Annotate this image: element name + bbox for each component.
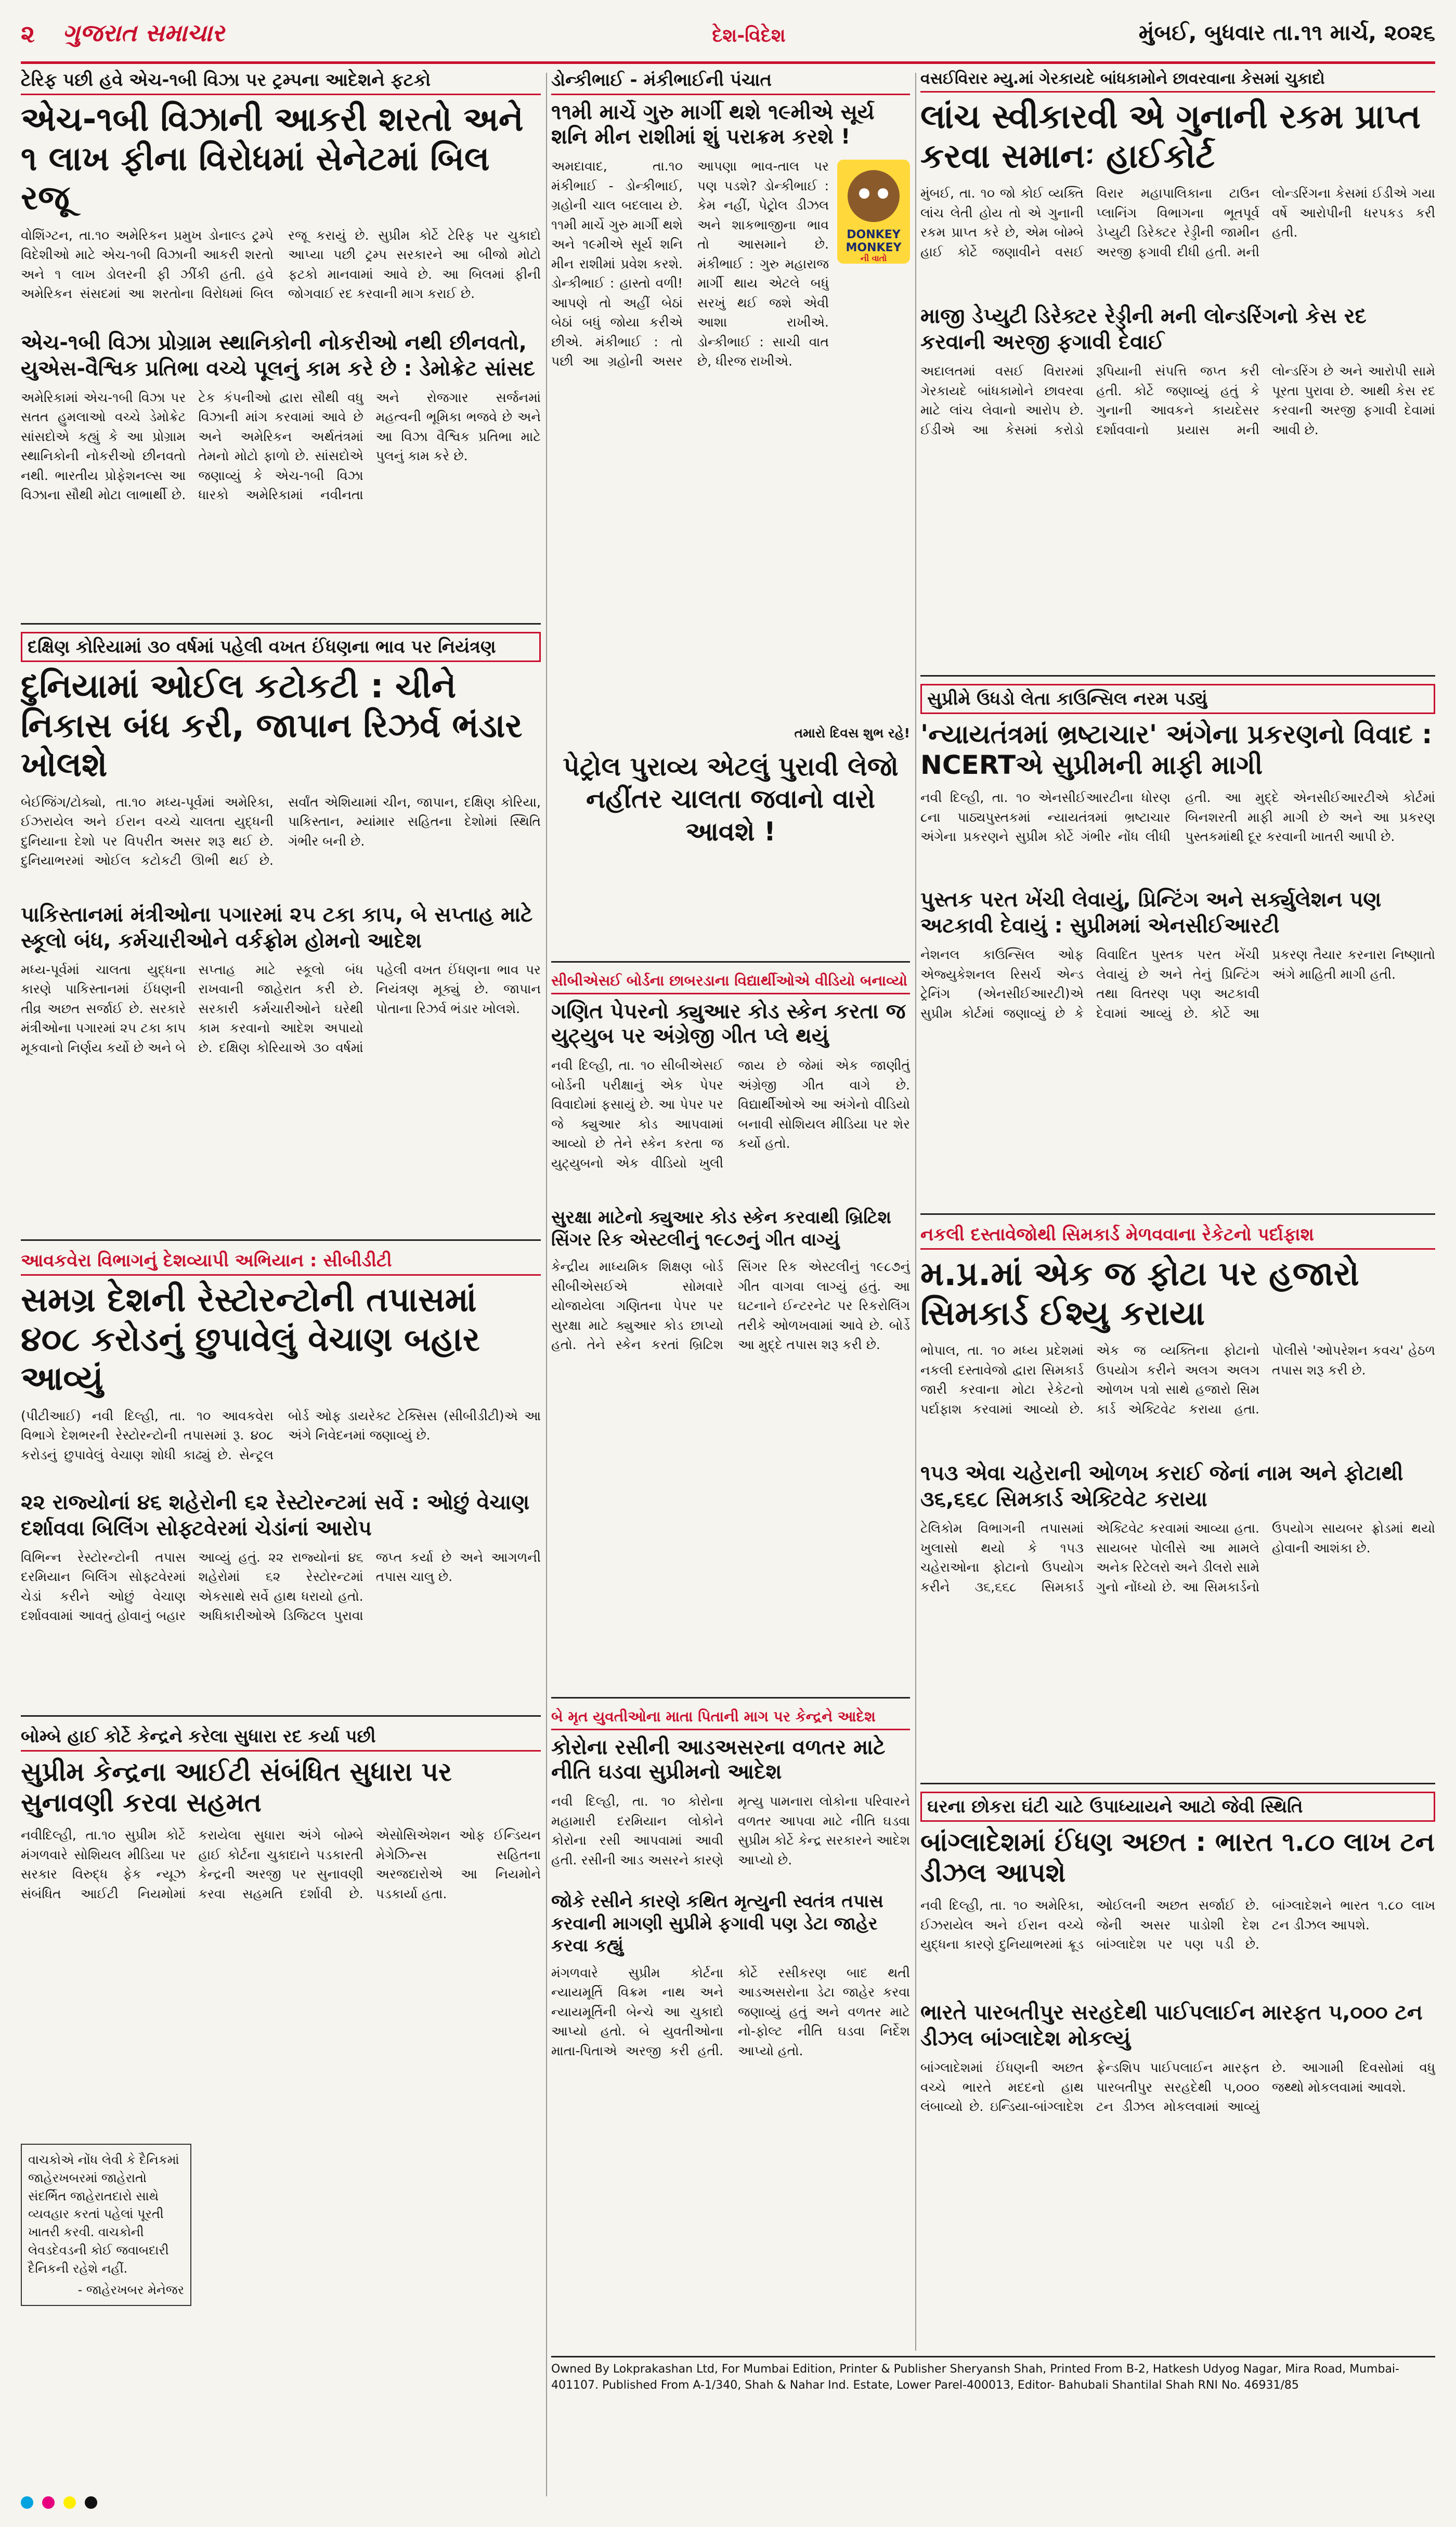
story-body: અમદાવાદ, તા.૧૦ મંકીભાઈ - ડોન્કીભાઈ, ગ્રહોની ચાલ બદલાય છે. ૧૧મી માર્ચે ગુરુ માર્ગી થશે અને ૧૯મીએ સૂર્ય શનિ મીન રાશીમાં પ્રવેશ કરશે. ડોન્કીભાઈ : હાસ્તો વળી! આપણે તો અહીં બેઠાં બેઠાં બધું જોયા કરીએ છીએ. મંકીભાઈ : તો પછી આ ગ્રહોની અસર આપણા ભાવ-તાલ પર પણ પડશે? ડોન્કીભાઈ : કેમ નહીં, પેટ્રોલ ડીઝલ અને શાકભાજીના ભાવ તો આસમાને છે. મંકીભાઈ : ગુરુ મહારાજ માર્ગી થાય એટલે બધું સરખું થઈ જશે એવી આશા રાખીએ. ડોન્કીભાઈ : સાચી વાત છે, ધીરજ રાખીએ. bbox=[551, 159, 829, 369]
story-body: મુંબઈ, તા. ૧૦ જો કોઈ વ્યક્તિ લાંચ લેતી હોય તો એ ગુનાની રકમ પ્રાપ્ત કરે છે, એમ બોમ્બે હાઈ કોર્ટે જણાવીને વસઈ વિરાર મહાપાલિકાના ટાઉન પ્લાનિંગ વિભાગના ભૂતપૂર્વ ડેપ્યુટી ડિરેક્ટર રેડ્ડીની જામીન અરજી ફગાવી દીધી હતી. મની લોન્ડરિંગના કેસમાં ઈડીએ ગયા વર્ષે આરોપીની ધરપકડ કરી હતી. bbox=[920, 186, 1435, 260]
masthead bbox=[21, 16, 1435, 64]
column-middle bbox=[551, 68, 910, 2351]
story-subhead: પુસ્તક પરત ખેંચી લેવાયું, પ્રિન્ટિંગ અને સર્ક્યુલેશન પણ અટકાવી દેવાયું : સુપ્રીમમાં એનસીઈઆરટી bbox=[920, 888, 1382, 938]
story-subhead: ૨૨ રાજ્યોનાં ૪૬ શહેરોની ૬૨ રેસ્ટોરન્ટમાં સર્વે : ઓછું વેચાણ દર્શાવવા બિલિંગ સોફ્ટવેરમાં ચેડાંનાં આરોપ bbox=[21, 1490, 530, 1540]
story-kicker: ડોન્કીભાઈ - મંકીભાઈની પંચાત bbox=[551, 68, 910, 95]
advertising-notice bbox=[21, 2144, 191, 2306]
column-left bbox=[21, 68, 541, 2327]
story-subhead: જોકે રસીને કારણે કથિત મૃત્યુની સ્વતંત્ર તપાસ કરવાની માગણી સુપ્રીમે ફગાવી પણ ડેટા જાહેર કરવા કહ્યું bbox=[551, 1891, 883, 1956]
story-body: નવી દિલ્હી, તા. ૧૦ એનસીઈઆરટીના ધોરણ ૮ના પાઠ્યપુસ્તકમાં ન્યાયતંત્રમાં ભ્રષ્ટાચાર અંગેના પ્રકરણને સુપ્રીમ કોર્ટે ગંભીર નોંધ લીધી હતી. આ મુદ્દે એનસીઈઆરટીએ કોર્ટમાં બિનશરતી માફી માગી છે અને આ પ્રકરણ પુસ્તકમાંથી દૂર કરવાની ખાતરી આપી છે. bbox=[920, 790, 1435, 844]
story-subhead: પાકિસ્તાનમાં મંત્રીઓના પગારમાં ૨૫ ટકા કાપ, બે સપ્તાહ માટે સ્કૂલો બંધ, કર્મચારીઓને વર્કફ્રોમ હોમનો આદેશ bbox=[21, 902, 533, 953]
story-oil-crisis bbox=[21, 632, 541, 1230]
story-restaurant-tax bbox=[21, 1248, 541, 1706]
story-body: વિભિન્ન રેસ્ટોરન્ટોની તપાસ દરમિયાન બિલિંગ સોફ્ટવેરમાં ચેડાં કરીને ઓછું વેચાણ દર્શાવવામાં આવતું હોવાનું બહાર આવ્યું હતું. ૨૨ રાજ્યોનાં ૪૬ શહેરોમાં ૬૨ રેસ્ટોરન્ટમાં એકસાથે સર્વે હાથ ધરાયો હતો. અધિકારીઓએ ડિજિટલ પુરાવા જપ્ત કર્યા છે અને આગળની તપાસ ચાલુ છે. bbox=[21, 1549, 541, 1624]
story-body: બેઈજિંગ/ટોક્યો, તા.૧૦ મધ્ય-પૂર્વમાં અમેરિકા, ઈઝરાયેલ અને ઈરાન વચ્ચે ચાલતા યુદ્ધની દુનિયાના દેશો પર વિપરીત અસર શરૂ થઈ છે. દુનિયાભરમાં ઓઈલ કટોકટી ઊભી થઈ છે. સર્વાંત એશિયામાં ચીન, જાપાન, દક્ષિણ કોરિયા, પાકિસ્તાન, મ્યાંમાર સહિતના દેશોમાં સ્થિતિ ગંભીર બની છે. bbox=[21, 794, 541, 869]
print-registration-marks bbox=[21, 2496, 1435, 2512]
story-simcard-racket bbox=[920, 1222, 1435, 1773]
story-separator bbox=[551, 1697, 910, 1699]
story-donkey-monkey bbox=[551, 68, 910, 952]
story-kicker: આવકવેરા વિભાગનું દેશવ્યાપી અભિયાન : સીબીડીટી bbox=[21, 1248, 541, 1276]
story-body: બાંગ્લાદેશમાં ઈંધણની અછત વચ્ચે ભારતે મદદનો હાથ લંબાવ્યો છે. ઇન્ડિયા-બાંગ્લાદેશ ફ્રેન્ડશિપ પાઈપલાઈન મારફત પારબતીપુર સરહદેથી ૫,૦૦૦ ટન ડીઝલ મોકલવામાં આવ્યું છે. આગામી દિવસોમાં વધુ જથ્થો મોકલવામાં આવશે. bbox=[920, 2060, 1435, 2114]
story-covid-vaccine bbox=[551, 1706, 910, 2351]
story-body: ટેલિકોમ વિભાગની તપાસમાં ખુલાસો થયો કે ૧૫૩ ચહેરાઓના ફોટાનો ઉપયોગ કરીને ૩૬,૬૬૮ સિમકાર્ડ એક્ટિવેટ કરવામાં આવ્યા હતા. સાયબર પોલીસે આ મામલે અનેક રિટેલરો અને ડીલરો સામે ગુનો નોંધ્યો છે. આ સિમકાર્ડનો ઉપયોગ સાયબર ફ્રોડમાં થયો હોવાની આશંકા છે. bbox=[920, 1521, 1435, 1595]
notice-text: વાચકોએ નોંધ લેવી કે દૈનિકમાં જાહેરખબરમાં જાહેરાતો સંદર્ભિત જાહેરાતદારો સાથે વ્યવહાર કરતાં પહેલાં પૂરતી ખાતરી કરવી. વાચકોની લેવડદેવડની કોઈ જવાબદારી દૈનિકની રહેશે નહીં. bbox=[28, 2153, 179, 2276]
story-subhead: સુરક્ષા માટેનો ક્યુઆર કોડ સ્કેન કરવાથી બ્રિટિશ સિંગર રિક એસ્ટલીનું ૧૯૮૭નું ગીત વાગ્યું bbox=[551, 1207, 892, 1250]
story-body: ભોપાલ, તા. ૧૦ મધ્ય પ્રદેશમાં નકલી દસ્તાવેજો દ્વારા સિમકાર્ડ જારી કરવાના મોટા રેકેટનો પર્દાફાશ કરવામાં આવ્યો છે. એક જ વ્યક્તિના ફોટાનો ઉપયોગ કરીને અલગ અલગ ઓળખ પત્રો સાથે હજારો સિમ કાર્ડ એક્ટિવેટ કરાયા હતા. પોલીસે 'ઓપરેશન કવચ' હેઠળ તપાસ શરૂ કરી છે. bbox=[920, 1343, 1435, 1417]
story-headline: સમગ્ર દેશની રેસ્ટોરન્ટોની તપાસમાં ૪૦૮ કરોડનું છુપાવેલું વેચાણ બહાર આવ્યું bbox=[21, 1281, 480, 1398]
story-cbse-qr bbox=[551, 970, 910, 1688]
notice-signature: - જાહેરખબર મેનેજર bbox=[77, 2282, 184, 2297]
registration-dot-icon bbox=[42, 2496, 55, 2509]
story-ncert-apology bbox=[920, 684, 1435, 1204]
story-kicker: સીબીએસઈ બોર્ડના છાબરડાના વિદ્યાર્થીઓએ વીડિયો બનાવ્યો bbox=[551, 970, 910, 994]
story-kicker: ટેરિફ પછી હવે એચ-૧બી વિઝા પર ટ્રમ્પના આદેશને ફટકો bbox=[21, 68, 541, 95]
story-headline: મ.પ્ર.માં એક જ ફોટા પર હજારો સિમકાર્ડ ઈશ્યુ કરાયા bbox=[920, 1255, 1359, 1333]
story-headline: ગણિત પેપરનો ક્યુઆર કોડ સ્કેન કરતા જ યુટ્યુબ પર અંગ્રેજી ગીત પ્લે થયું bbox=[551, 1000, 906, 1048]
column-right bbox=[920, 68, 1435, 2332]
story-body: નવીદિલ્હી, તા.૧૦ સુપ્રીમ કોર્ટે મંગળવારે સોશિયલ મીડિયા પર સરકાર વિરુદ્ધ ફેક ન્યૂઝ સંબંધિત આઈટી નિયમોમાં કરાયેલા સુધારા અંગે બોમ્બે હાઈ કોર્ટના ચુકાદાને પડકારતી કેન્દ્રની અરજી પર સુનાવણી કરવા સહમતિ દર્શાવી છે. એસોસિએશન ઓફ ઈન્ડિયન મેગેઝિન્સ સહિતના અરજદારોએ આ નિયમોને પડકાર્યા હતા. bbox=[21, 1828, 541, 1901]
story-body: નવી દિલ્હી, તા. ૧૦ અમેરિકા, ઈઝરાયેલ અને ઈરાન વચ્ચે યુદ્ધના કારણે દુનિયાભરમાં ક્રૂડ ઓઈલની અછત સર્જાઈ છે. જેની અસર પાડોશી દેશ બાંગ્લાદેશ પર પણ પડી છે. બાંગ્લાદેશને ભારત ૧.૮૦ લાખ ટન ડીઝલ આપશે. bbox=[920, 1898, 1435, 1952]
story-headline: ૧૧મી માર્ચે ગુરુ માર્ગી થશે ૧૯મીએ સૂર્ય શનિ મીન રાશીમાં શું પરાક્રમ કરશે ! bbox=[551, 100, 875, 149]
story-body: મધ્ય-પૂર્વમાં ચાલતા યુદ્ધના કારણે પાકિસ્તાનમાં ઈંધણની તીવ્ર અછત સર્જાઈ છે. સરકારે મંત્રીઓના પગારમાં ૨૫ ટકા કાપ મૂકવાનો નિર્ણય કર્યો છે અને બે સપ્તાહ માટે સ્કૂલો બંધ રાખવાની જાહેરાત કરી છે. સરકારી કર્મચારીઓને ઘરેથી કામ કરવાનો આદેશ અપાયો છે. દક્ષિણ કોરિયાએ ૩૦ વર્ષમાં પહેલી વખત ઈંધણના ભાવ પર નિયંત્રણ મૂક્યું છે. જાપાન પોતાના રિઝર્વ ભંડાર ખોલશે. bbox=[21, 962, 541, 1055]
issue-date: મુંબઈ, બુધવાર તા.૧૧ માર્ચ, ૨૦૨૬ bbox=[1138, 20, 1435, 45]
brand-logo: ગુજરાત સમાચાર bbox=[62, 19, 225, 47]
story-kicker: દક્ષિણ કોરિયામાં ૩૦ વર્ષમાં પહેલી વખત ઈંધણના ભાવ પર નિયંત્રણ bbox=[21, 632, 541, 662]
story-kicker: બોમ્બે હાઈ કોર્ટે કેન્દ્રને કરેલા સુધારા રદ કર્યા પછી bbox=[21, 1724, 541, 1752]
story-body: અદાલતમાં વસઈ વિરારમાં ગેરકાયદે બાંધકામોને છાવરવા માટે લાંચ લેવાનો આરોપ છે. ઈડીએ આ કેસમાં કરોડો રૂપિયાની સંપત્તિ જપ્ત કરી હતી. કોર્ટે જણાવ્યું હતું કે ગુનાની આવકને કાયદેસર દર્શાવવાનો પ્રયાસ મની લોન્ડરિંગ છે અને આરોપી સામે પૂરતા પુરાવા છે. આથી કેસ રદ કરવાની અરજી ફગાવી દેવામાં આવી છે. bbox=[920, 364, 1435, 437]
story-kicker: બે મૃત યુવતીઓના માતા પિતાની માગ પર કેન્દ્રને આદેશ bbox=[551, 1706, 910, 1730]
story-body: વોશિંગ્ટન, તા.૧૦ અમેરિકન પ્રમુખ ડોનાલ્ડ ટ્રમ્પે વિદેશીઓ માટે એચ-૧બી વિઝાની આકરી શરતો અને ૧ લાખ ડોલરની ફી ઝીંકી હતી. હવે અમેરિકન સંસદમાં આ શરતોના વિરોધમાં બિલ રજૂ કરાયું છે. સુપ્રીમ કોર્ટે ટેરિફ પર ચુકાદો આપ્યા પછી ટ્રમ્પ સરકારને આ બીજો મોટો ફટકો માનવામાં આવે છે. આ બિલમાં ફીની જોગવાઈ રદ કરવાની માગ કરાઈ છે. bbox=[21, 227, 541, 302]
story-headline: બાંગ્લાદેશમાં ઈંધણ અછત : ભારત ૧.૮૦ લાખ ટન ડીઝલ આપશે bbox=[920, 1827, 1435, 1888]
story-subhead: ૧૫૩ એવા ચહેરાની ઓળખ કરાઈ જેનાં નામ અને ફોટાથી ૩૬,૬૬૮ સિમકાર્ડ એક્ટિવેટ કરાયા bbox=[920, 1461, 1403, 1512]
story-body: નવી દિલ્હી, તા. ૧૦ સીબીએસઈ બોર્ડની પરીક્ષાનું એક પેપર વિવાદોમાં ફસાયું છે. આ પેપર પર જે ક્યુઆર કોડ આપવામાં આવ્યો છે તેને સ્કેન કરતા જ યુટ્યુબનો એક વીડિયો ખુલી જાય છે જેમાં એક જાણીતું અંગ્રેજી ગીત વાગે છે. વિદ્યાર્થીઓએ આ અંગેનો વીડિયો બનાવી સોશિયલ મીડિયા પર શેર કર્યો હતો. bbox=[551, 1058, 910, 1171]
registration-dot-icon bbox=[85, 2496, 97, 2509]
mascot-label: DONKEY MONKEY bbox=[846, 228, 902, 255]
story-bangladesh-diesel bbox=[920, 1792, 1435, 2332]
story-kicker: ઘરના છોકરા ઘંટી ચાટે ઉપાધ્યાયને આટો જેવી સ્થિતિ bbox=[920, 1792, 1435, 1822]
section-title: દેશ-વિદેશ bbox=[712, 25, 786, 46]
mascot-face-icon bbox=[848, 170, 900, 222]
page-number: ૨ bbox=[21, 20, 35, 48]
story-body: મંગળવારે સુપ્રીમ કોર્ટના ન્યાયમૂર્તિ વિક્રમ નાથ અને ન્યાયમૂર્તિની બેન્ચે આ ચુકાદો આપ્યો હતો. બે યુવતીઓના માતા-પિતાએ અરજી કરી હતી. કોર્ટે રસીકરણ બાદ થતી આડઅસરોના ડેટા જાહેર કરવા જણાવ્યું હતું અને વળતર માટે નો-ફોલ્ટ નીતિ ઘડવા નિર્દેશ આપ્યો હતો. bbox=[551, 1965, 910, 2058]
story-body: નવી દિલ્હી, તા. ૧૦ કોરોના મહામારી દરમિયાન લોકોને કોરોના રસી આપવામાં આવી હતી. રસીની આડ અસરને કારણે મૃત્યુ પામનારા લોકોના પરિવારને વળતર આપવા માટે નીતિ ઘડવા સુપ્રીમ કોર્ટે કેન્દ્ર સરકારને આદેશ આપ્યો છે. bbox=[551, 1794, 910, 1868]
imprint-line: Owned By Lokprakashan Ltd, For Mumbai Edition, Printer & Publisher Sheryansh Shah, Printed From B-2, Hatkesh Udyog Nagar, Mira Road, Mumbai-401107. Published From A-1/340, Shah & Nahar Ind. Estate, Lower Parel-400013, Editor- Bahubali Shantilal Shah RNI No. 46931/85 bbox=[551, 2356, 1435, 2394]
story-subhead: માજી ડેપ્યુટી ડિરેક્ટર રેડ્ડીની મની લોન્ડરિંગનો કેસ રદ કરવાની અરજી ફગાવી દેવાઈ bbox=[920, 304, 1367, 355]
registration-dot-icon bbox=[21, 2496, 33, 2509]
story-highlight: પેટ્રોલ પુરાવ્ય એટલું પુરાવી લેજો નહીંતર ચાલતા જવાનો વારો આવશે ! bbox=[563, 751, 899, 847]
story-separator bbox=[920, 675, 1435, 677]
story-separator bbox=[21, 623, 541, 625]
story-body: (પીટીઆઈ) નવી દિલ્હી, તા. ૧૦ આવકવેરા વિભાગે દેશભરની રેસ્ટોરન્ટોની તપાસમાં રૂ. ૪૦૮ કરોડનું છુપાવેલું વેચાણ શોધી કાઢ્યું છે. સેન્ટ્રલ બોર્ડ ઓફ ડાયરેક્ટ ટેક્સિસ (સીબીડીટી)એ આ અંગે નિવેદનમાં જણાવ્યું છે. bbox=[21, 1408, 541, 1462]
story-headline: કોરોના રસીની આડઅસરના વળતર માટે નીતિ ઘડવા સુપ્રીમનો આદેશ bbox=[551, 1735, 886, 1784]
registration-dot-icon bbox=[63, 2496, 76, 2509]
column-divider bbox=[546, 73, 547, 2496]
story-headline: એચ-૧બી વિઝાની આકરી શરતો અને ૧ લાખ ફીના વિરોધમાં સેનેટમાં બિલ રજૂ bbox=[21, 100, 524, 218]
story-body: અમેરિકામાં એચ-૧બી વિઝા પર સતત હુમલાઓ વચ્ચે ડેમોક્રેટ સાંસદોએ કહ્યું કે આ પ્રોગ્રામ સ્થાનિકોની નોકરીઓ છીનવતો નથી. ભારતીય પ્રોફેશનલ્સ આ વિઝાના સૌથી મોટા લાભાર્થી છે. ટેક કંપનીઓ દ્વારા સૌથી વધુ વિઝાની માંગ કરવામાં આવે છે અને અમેરિકન અર્થતંત્રમાં તેમનો મોટો ફાળો છે. સાંસદોએ જણાવ્યું કે એચ-૧બી વિઝા ધારકો અમેરિકામાં નવીનતા અને રોજગાર સર્જનમાં મહત્વની ભૂમિકા ભજવે છે અને આ વિઝા વૈશ્વિક પ્રતિભા માટે પુલનું કામ કરે છે. bbox=[21, 390, 541, 503]
story-signoff: તમારો દિવસ શુભ રહે! bbox=[794, 725, 910, 741]
story-body: કેન્દ્રીય માધ્યમિક શિક્ષણ બોર્ડ સીબીએસઈએ સોમવારે યોજાયેલા ગણિતના પેપર પર સુરક્ષા માટે ક્યુઆર કોડ છાપ્યો હતો. તેને સ્કેન કરતાં બ્રિટિશ સિંગર રિક એસ્ટલીનું ૧૯૮૭નું ગીત વાગવા લાગ્યું હતું. આ ઘટનાને ઈન્ટરનેટ પર રિકરોલિંગ તરીકે ઓળખવામાં આવે છે. બોર્ડે આ મુદ્દે તપાસ શરૂ કરી છે. bbox=[551, 1259, 910, 1353]
column-divider bbox=[915, 73, 916, 2351]
story-headline: લાંચ સ્વીકારવી એ ગુનાની રકમ પ્રાપ્ત કરવા સમાનઃ હાઈકોર્ટ bbox=[920, 98, 1421, 176]
story-it-rules bbox=[21, 1724, 541, 2327]
story-headline: 'ન્યાયતંત્રમાં ભ્રષ્ટાચાર' અંગેના પ્રકરણનો વિવાદ : NCERTએ સુપ્રીમની માફી માગી bbox=[920, 719, 1433, 780]
story-separator bbox=[551, 961, 910, 963]
story-separator bbox=[21, 1239, 541, 1241]
story-separator bbox=[21, 1715, 541, 1717]
donkey-monkey-illustration bbox=[837, 160, 910, 264]
story-kicker: વસઈવિરાર મ્યુ.માં ગેરકાયદે બાંધકામોને છાવરવાના કેસમાં ચુકાદો bbox=[920, 68, 1435, 93]
story-bribery-hc bbox=[920, 68, 1435, 666]
story-subhead: એચ-૧બી વિઝા પ્રોગ્રામ સ્થાનિકોની નોકરીઓ નથી છીનવતો, યુએસ-વૈશ્વિક પ્રતિભા વચ્ચે પૂલનું કામ કરે છે : ડેમોક્રેટ સાંસદ bbox=[21, 330, 535, 381]
mascot-sublabel: ની વાતો bbox=[860, 253, 887, 264]
story-kicker: નકલી દસ્તાવેજોથી સિમકાર્ડ મેળવવાના રેકેટનો પર્દાફાશ bbox=[920, 1222, 1435, 1250]
story-subhead: ભારતે પારબતીપુર સરહદેથી પાઈપલાઈન મારફત ૫,૦૦૦ ટન ડીઝલ બાંગ્લાદેશ મોકલ્યું bbox=[920, 2001, 1423, 2051]
story-headline: સુપ્રીમ કેન્દ્રના આઈટી સંબંધિત સુધારા પર સુનાવણી કરવા સહમત bbox=[21, 1757, 452, 1818]
story-body: નેશનલ કાઉન્સિલ ઓફ એજ્યુકેશનલ રિસર્ચ એન્ડ ટ્રેનિંગ (એનસીઈઆરટી)એ સુપ્રીમ કોર્ટમાં જણાવ્યું છે કે વિવાદિત પુસ્તક પરત ખેંચી લેવાયું છે અને તેનું પ્રિન્ટિંગ તથા વિતરણ પણ અટકાવી દેવામાં આવ્યું છે. કોર્ટે આ પ્રકરણ તૈયાર કરનારા નિષ્ણાતો અંગે માહિતી માગી હતી. bbox=[920, 947, 1435, 1021]
story-headline: દુનિયામાં ઓઈલ કટોકટી : ચીને નિકાસ બંધ કરી, જાપાન રિઝર્વ ભંડાર ખોલશે bbox=[21, 667, 523, 785]
story-separator bbox=[920, 1783, 1435, 1784]
story-separator bbox=[920, 1213, 1435, 1215]
story-h1b-visa bbox=[21, 68, 541, 614]
story-kicker: સુપ્રીમે ઉધડો લેતા કાઉન્સિલ નરમ પડ્યું bbox=[920, 684, 1435, 714]
